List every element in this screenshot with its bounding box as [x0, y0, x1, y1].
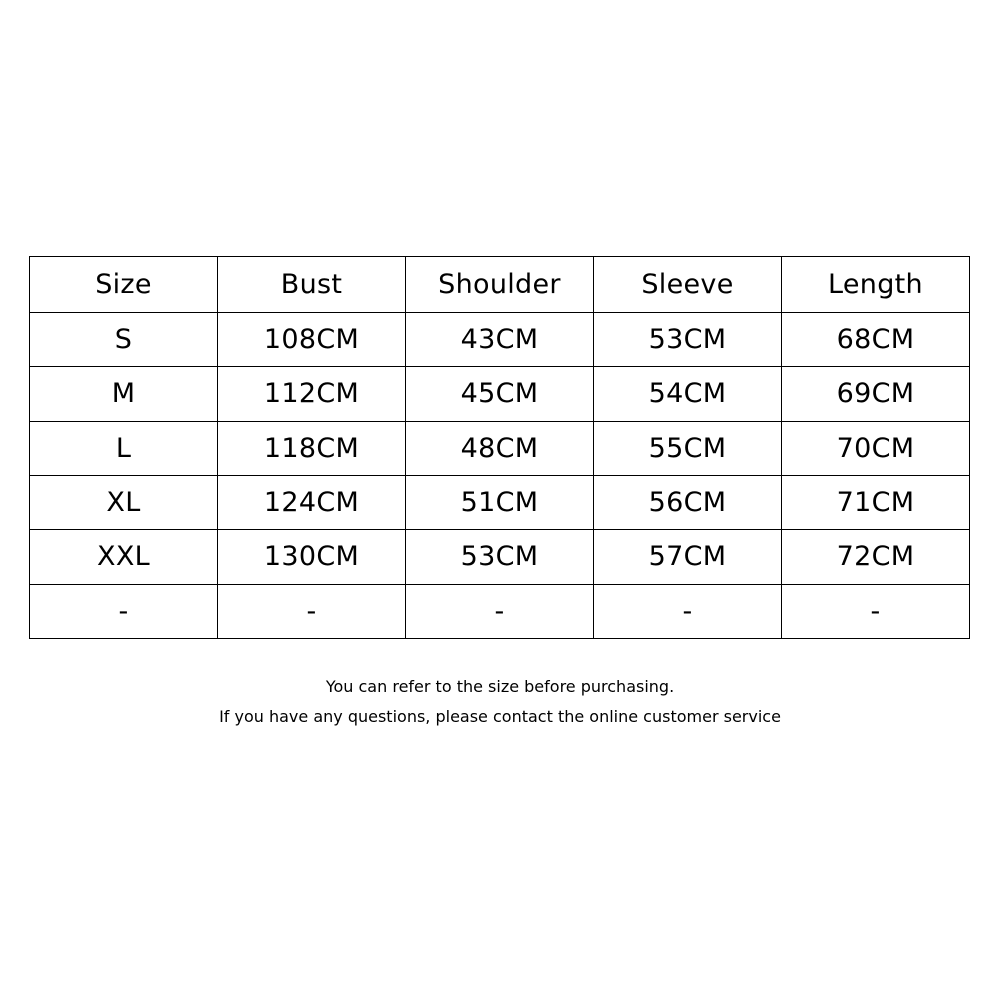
table-row — [30, 530, 970, 584]
header-shoulder: Shoulder — [406, 257, 594, 313]
cell-sleeve: 54CM — [594, 367, 782, 421]
cell-shoulder: 53CM — [406, 530, 594, 584]
cell-bust: - — [218, 584, 406, 638]
table-row — [30, 367, 970, 421]
customer-service-note: If you have any questions, please contact the online customer service — [219, 707, 781, 726]
table-row — [30, 313, 970, 367]
cell-bust: 124CM — [218, 475, 406, 529]
cell-sleeve: 53CM — [594, 313, 782, 367]
cell-length: 71CM — [782, 475, 970, 529]
cell-sleeve: - — [594, 584, 782, 638]
size-chart-table — [29, 256, 970, 639]
cell-size: - — [30, 584, 218, 638]
cell-length: 68CM — [782, 313, 970, 367]
cell-sleeve: 57CM — [594, 530, 782, 584]
cell-size: M — [30, 367, 218, 421]
cell-bust: 118CM — [218, 421, 406, 475]
cell-sleeve: 55CM — [594, 421, 782, 475]
cell-size: XL — [30, 475, 218, 529]
cell-length: 72CM — [782, 530, 970, 584]
cell-size: S — [30, 313, 218, 367]
cell-shoulder: 45CM — [406, 367, 594, 421]
cell-shoulder: 51CM — [406, 475, 594, 529]
table-row — [30, 584, 970, 638]
size-reference-note: You can refer to the size before purchasing. — [325, 677, 675, 696]
cell-shoulder: 43CM — [406, 313, 594, 367]
cell-shoulder: - — [406, 584, 594, 638]
header-sleeve: Sleeve — [594, 257, 782, 313]
table-row — [30, 421, 970, 475]
header-length: Length — [782, 257, 970, 313]
cell-size: XXL — [30, 530, 218, 584]
cell-bust: 112CM — [218, 367, 406, 421]
cell-bust: 130CM — [218, 530, 406, 584]
cell-length: 70CM — [782, 421, 970, 475]
cell-length: - — [782, 584, 970, 638]
header-size: Size — [30, 257, 218, 313]
table-row — [30, 475, 970, 529]
header-bust: Bust — [218, 257, 406, 313]
table-header-row — [30, 257, 970, 313]
cell-length: 69CM — [782, 367, 970, 421]
cell-shoulder: 48CM — [406, 421, 594, 475]
cell-sleeve: 56CM — [594, 475, 782, 529]
cell-size: L — [30, 421, 218, 475]
cell-bust: 108CM — [218, 313, 406, 367]
